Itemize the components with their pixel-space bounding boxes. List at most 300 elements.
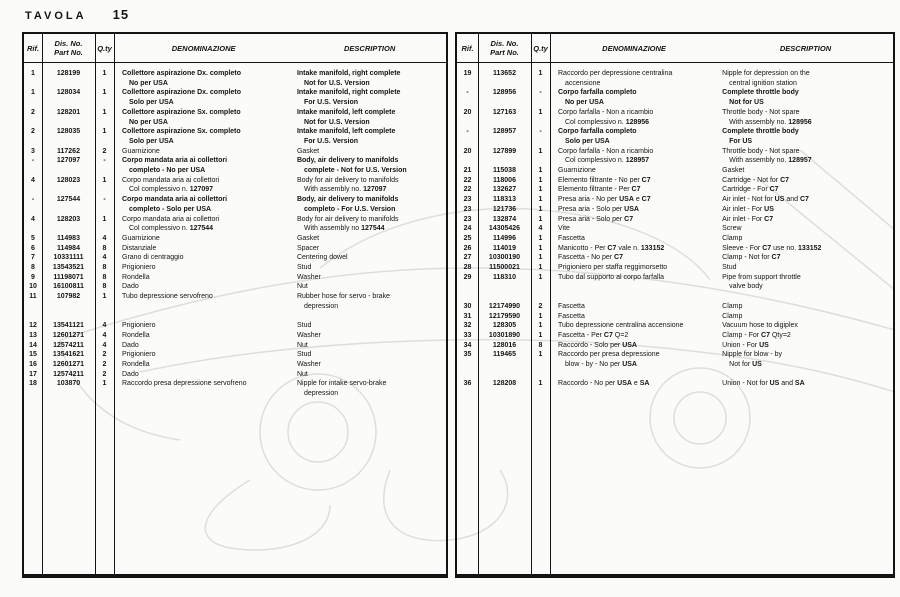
ref-number-cell: 15 [29,351,37,359]
description-cell [297,350,446,360]
ref-number-cell: 30 [463,302,472,310]
qty-cell: 1 [538,254,543,262]
denominazione-line: Elemento filtrante - Per C7 [558,186,641,194]
page-title-label: TAVOLA [25,10,87,22]
row-text [114,350,446,360]
denominazione-line: Col complessivo n. 127097 [129,186,214,194]
row-text [550,166,893,176]
description-line: Not for US [729,99,764,107]
ref-number-cell: 22 [463,176,472,184]
part-number-cell: 127899 [492,147,517,155]
denominazione-cell [558,147,722,166]
description-cell [297,156,446,175]
qty-cell: - [539,89,542,97]
description-cell [722,88,893,107]
part-number-cell: 11198071 [53,273,84,281]
qty-cell: 1 [538,176,543,184]
denominazione-cell [122,273,297,283]
description-line: Stud [296,264,312,272]
description-line: Intake manifold, left complete [296,128,396,136]
part-number-cell: 114996 [493,234,516,242]
description-line: depression [303,302,339,310]
description-line: For US [729,137,753,145]
table-row [457,321,893,331]
denominazione-line: Fascetta [558,234,585,242]
part-number-cell: 14305426 [488,225,521,233]
part-number-cell: 118313 [493,196,516,204]
part-number-cell: 128305 [492,322,517,330]
denominazione-cell [558,253,722,263]
denominazione-cell [122,282,297,292]
part-number-cell: 118310 [493,273,516,281]
description-cell [722,263,893,273]
qty-cell: 8 [102,244,107,252]
description-cell [722,195,893,205]
row-text [550,273,893,292]
table-row [457,244,893,254]
denominazione-line: Guarnizione [122,147,160,155]
table-row [457,379,893,389]
row-text [550,185,893,195]
ref-number-cell: 6 [31,244,35,252]
qty-cell: 1 [102,70,107,77]
denominazione-line: Grano di centraggio [122,254,184,262]
denominazione-line: Prigioniero [122,264,156,272]
part-number-cell: 13543521 [52,264,85,272]
denominazione-line: Raccordo - Solo per USA [558,341,637,349]
qty-cell: 1 [538,215,543,223]
denominazione-line: Rondella [122,273,150,281]
description-line: depression [303,390,339,398]
description-cell [722,176,893,186]
qty-cell: 1 [102,108,107,116]
ref-number-cell: 20 [463,108,472,116]
denominazione-cell [122,253,297,263]
table-row [24,341,446,351]
ref-number-cell: 18 [29,380,37,388]
denominazione-cell [558,69,722,88]
description-line: Stud [296,322,312,330]
table-row [457,215,893,225]
row-text [114,69,446,88]
qty-cell: 2 [102,370,107,378]
qty-cell: 2 [102,351,107,359]
parts-table-right [455,32,895,578]
description-cell [722,215,893,225]
description-cell [722,69,893,88]
part-number-cell: 128023 [56,176,81,184]
description-line: Body for air delivery to manifolds [296,215,399,223]
description-cell [297,195,446,214]
denominazione-cell [558,341,722,351]
header-denominazione: DENOMINAZIONE [171,43,236,53]
header-part-no: Dis. No. Part No. [490,39,519,57]
description-cell [297,234,446,244]
ref-number-cell: 17 [29,370,37,378]
page-title [25,7,129,22]
description-line: With assembly no. 127097 [303,186,387,194]
row-text [550,244,893,254]
denominazione-cell [122,195,297,214]
qty-cell: 1 [102,89,107,97]
ref-number-cell: 25 [463,234,472,242]
row-text [550,88,893,107]
table-row [457,69,893,88]
row-text [114,379,446,398]
table-body [457,63,893,574]
description-line: Throttle body - Not spare [722,147,800,155]
description-cell [722,166,893,176]
description-cell [297,127,446,146]
qty-cell: 4 [102,254,107,262]
denominazione-line: Manicotto - Per C7 vale n. 133152 [558,244,665,252]
denominazione-line: Col complessivo n. 128956 [565,118,650,126]
row-text [114,253,446,263]
description-line: For U.S. Version [303,99,359,107]
qty-cell: 8 [102,273,107,281]
table-row [24,147,446,157]
denominazione-line: Corpo farfalla - Non a ricambio [558,108,654,116]
row-text [114,341,446,351]
qty-cell: 2 [102,147,107,155]
denominazione-line: Corpo farfalla completo [558,128,637,136]
description-line: Vacuum hose to digiplex [722,322,798,330]
part-number-cell: 12574211 [53,341,84,349]
description-line: Nipple for depression on the [722,70,810,77]
table-row [457,108,893,127]
denominazione-line: Rondella [122,361,150,369]
ref-number-cell: 5 [31,234,35,242]
ref-number-cell: 19 [463,70,472,77]
denominazione-line: Corpo mandata aria ai collettori [122,215,220,223]
description-line: Nut [296,370,308,378]
qty-cell: 2 [102,361,107,369]
ref-number-cell: 4 [31,176,35,184]
qty-cell: 1 [102,128,107,136]
description-cell [297,331,446,341]
denominazione-cell [122,156,297,175]
denominazione-cell [558,127,722,146]
table-row [457,312,893,322]
row-text [114,331,446,341]
description-cell [722,205,893,215]
description-cell [722,253,893,263]
row-text [550,176,893,186]
denominazione-cell [122,292,297,311]
part-number-cell: 114019 [493,244,516,252]
part-number-cell: 117262 [57,147,80,155]
table-row [24,331,446,341]
qty-cell: 1 [538,205,543,213]
description-cell [297,360,446,370]
row-text [550,263,893,273]
table-row [457,224,893,234]
part-number-cell: 128034 [56,89,81,97]
row-text [550,253,893,263]
ref-number-cell: 9 [31,273,35,281]
denominazione-line: Raccordo presa depressione servofreno [122,380,247,388]
ref-number-cell: 32 [463,322,472,330]
denominazione-line: Dado [122,283,139,291]
row-text [550,195,893,205]
qty-cell: 1 [538,196,543,204]
description-line: Not for U.S. Version [303,118,370,126]
description-line: Pipe from support throttle [722,273,801,281]
table-row [457,234,893,244]
description-cell [297,273,446,283]
page-number: 15 [112,7,130,22]
description-cell [722,312,893,322]
table-row [24,88,446,107]
part-number-cell: 107982 [56,293,81,301]
description-line: With assembly no. 128956 [729,118,812,126]
ref-number-cell: 31 [463,312,472,320]
denominazione-line: Presa aria - Solo per C7 [558,215,634,223]
description-cell [722,185,893,195]
denominazione-cell [558,205,722,215]
table-row [24,195,446,214]
ref-number-cell: 2 [31,128,35,136]
qty-cell: 4 [102,322,107,330]
ref-number-cell: 3 [31,147,35,155]
ref-number-cell: 27 [463,254,472,262]
denominazione-cell [122,215,297,234]
part-number-cell: 127544 [56,196,81,204]
row-text [550,341,893,351]
ref-number-cell: 34 [463,341,472,349]
ref-number-cell: 13 [29,331,37,339]
table-row [24,244,446,254]
qty-cell: 8 [102,283,107,291]
description-line: Nipple for blow - by [722,351,783,359]
description-line: Sleeve - For C7 use no. 133152 [722,244,822,252]
denominazione-line: Collettore aspirazione Dx. completo [122,89,242,97]
part-number-cell: 128957 [492,128,517,136]
qty-cell: 1 [538,167,543,175]
part-number-cell: 10331111 [53,254,84,262]
ref-number-cell: - [31,157,35,165]
description-cell [722,350,893,369]
description-line: Clamp - For C7 Qty=2 [722,331,791,339]
description-line: Body, air delivery to manifolds [296,196,399,204]
denominazione-line: Presa aria - Solo per USA [558,205,639,213]
description-line: Stud [722,264,737,272]
ref-number-cell: - [466,89,469,97]
qty-cell: 1 [538,234,543,242]
part-number-cell: 12574211 [53,370,84,378]
description-line: Washer [296,273,321,281]
description-line: Air inlet - For C7 [722,215,774,223]
denominazione-line: Raccordo per depressione centralina [558,70,673,77]
qty-cell: 1 [538,273,543,281]
denominazione-line: Raccordo - No per USA e SA [558,380,650,388]
row-text [114,263,446,273]
ref-number-cell: 28 [463,264,472,272]
denominazione-cell [558,321,722,331]
qty-cell: 8 [538,341,543,349]
table-row [24,360,446,370]
description-cell [722,224,893,234]
denominazione-cell [122,370,297,380]
denominazione-cell [558,88,722,107]
description-cell [722,127,893,146]
description-cell [297,341,446,351]
ref-number-cell: 1 [31,89,35,97]
denominazione-line: Corpo farfalla completo [558,89,637,97]
part-number-cell: 103870 [56,380,81,388]
qty-cell: - [103,196,106,204]
table-row [457,302,893,312]
denominazione-line: Corpo mandata aria ai collettori [122,176,220,184]
description-line: For U.S. Version [303,137,359,145]
denominazione-cell [558,166,722,176]
description-line: Clamp [722,302,743,310]
description-line: Washer [296,331,321,339]
denominazione-cell [122,331,297,341]
denominazione-cell [122,360,297,370]
row-text [114,88,446,107]
ref-number-cell: 33 [463,331,472,339]
part-number-cell: 127097 [56,157,81,165]
description-cell [297,176,446,195]
part-number-cell: 128956 [492,89,517,97]
table-header [24,34,446,63]
part-number-cell: 11500021 [489,264,520,272]
row-text [550,224,893,234]
denominazione-line: Dado [122,341,139,349]
table-row [457,195,893,205]
header-description: DESCRIPTION [779,43,832,53]
table-row [24,108,446,127]
row-text [550,108,893,127]
denominazione-cell [558,224,722,234]
row-text [114,195,446,214]
qty-cell: 1 [538,70,543,77]
table-row [457,350,893,369]
denominazione-line: completo - No per USA [129,167,206,175]
description-cell [297,292,446,311]
row-text [114,273,446,283]
qty-cell: 1 [538,351,543,359]
denominazione-cell [122,263,297,273]
table-row [24,156,446,175]
denominazione-cell [122,147,297,157]
parts-table-left [22,32,448,578]
table-row [24,215,446,234]
denominazione-line: Col complessivo n. 128957 [565,157,650,165]
ref-number-cell: 14 [29,341,37,349]
row-text [114,215,446,234]
ref-number-cell: 12 [29,322,37,330]
table-row [457,147,893,166]
part-number-cell: 10300190 [488,254,521,262]
denominazione-line: Fascetta - No per C7 [558,254,623,262]
description-cell [297,379,446,398]
description-line: Cartridge - For C7 [722,186,779,194]
description-line: Gasket [296,147,320,155]
denominazione-cell [558,244,722,254]
table-row [24,176,446,195]
denominazione-line: Tubo dal supporto al corpo farfalla [558,273,664,281]
ref-number-cell: 23 [463,205,472,213]
header-denominazione: DENOMINAZIONE [602,43,666,53]
description-cell [722,331,893,341]
part-number-cell: 128201 [56,108,81,116]
part-number-cell: 10301890 [488,331,521,339]
denominazione-line: Tubo depressione centralina accensione [558,322,684,330]
part-number-cell: 12174990 [488,302,521,310]
description-line: Stud [296,351,312,359]
table-row [24,253,446,263]
description-line: Not for U.S. Version [303,79,370,87]
description-cell [297,69,446,88]
denominazione-cell [122,321,297,331]
description-cell [722,273,893,292]
table-row [24,282,446,292]
denominazione-line: Guarnizione [558,167,596,175]
denominazione-cell [558,176,722,186]
part-number-cell: 128203 [56,215,81,223]
description-cell [722,379,893,389]
denominazione-cell [558,215,722,225]
description-cell [297,370,446,380]
qty-cell: - [103,157,106,165]
description-cell [297,147,446,157]
description-line: Nipple for intake servo-brake [296,380,387,388]
header-qty: Q.ty [97,43,112,53]
row-text [114,321,446,331]
table-row [457,273,893,292]
description-line: Centering dowel [296,254,348,262]
qty-cell: - [539,128,542,136]
table-row [24,350,446,360]
qty-cell: 1 [102,215,107,223]
description-line: Screw [722,225,742,233]
table-row [457,205,893,215]
row-text [114,127,446,146]
qty-cell: 1 [538,331,543,339]
ref-number-cell: 22 [463,186,472,194]
qty-cell: 1 [102,176,107,184]
description-cell [722,147,893,166]
denominazione-line: Solo per USA [565,137,610,145]
description-line: complete - Not for U.S. Version [303,167,407,175]
row-text [550,350,893,369]
row-text [114,108,446,127]
denominazione-cell [558,312,722,322]
row-text [550,215,893,225]
part-number-cell: 121736 [492,205,517,213]
qty-cell: 4 [538,225,543,233]
part-number-cell: 128208 [492,380,517,388]
description-line: Cartridge - Not for C7 [722,176,790,184]
table-row [457,263,893,273]
row-text [550,147,893,166]
part-number-cell: 132874 [492,215,517,223]
qty-cell: 4 [102,234,107,242]
qty-cell: 1 [538,312,543,320]
description-line: With assembly no. 128957 [729,157,812,165]
table-row [457,331,893,341]
denominazione-cell [122,127,297,146]
denominazione-cell [558,108,722,127]
denominazione-line: Fascetta [558,312,585,320]
ref-number-cell: 10 [29,283,37,291]
row-text [114,282,446,292]
denominazione-cell [558,331,722,341]
description-line: Body for air delivery to manifolds [296,176,399,184]
description-line: Gasket [722,167,745,175]
